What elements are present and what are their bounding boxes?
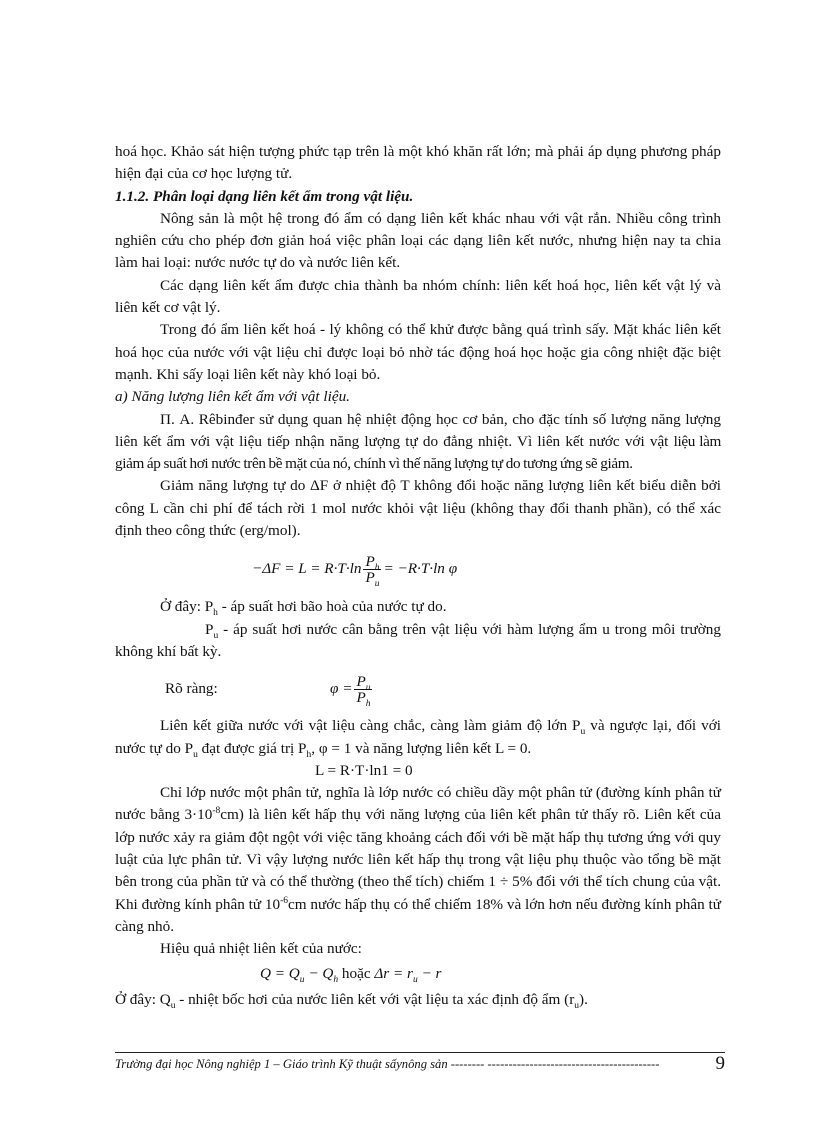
eq1-denominator: P <box>365 568 375 586</box>
eq2-denominator: P <box>356 688 366 706</box>
definition-ph-sub: h <box>213 608 218 619</box>
equation-free-energy <box>115 542 721 596</box>
paragraph-5-tail: liệu làm giảm áp suất hơi nước trên bề mặt của nó, chính vì thế năng lượng tự do tương ứng sẽ giảm. <box>115 432 722 473</box>
eq1-fraction <box>363 552 381 589</box>
p7-sub-2: u <box>193 749 198 760</box>
eq1-numerator-sub: h <box>374 562 380 573</box>
definition-ph-text: - áp suất hơi bão hoà của nước tự do. <box>217 598 447 616</box>
subheading-a: a) Năng lượng liên kết ẩm với vật liệu. <box>115 388 350 406</box>
eq1-denominator-sub: u <box>374 578 380 589</box>
p10-text-2: - nhiệt bốc hơi của nước liên kết với vật liệu ta xác định độ ẩm (r <box>175 990 575 1008</box>
eq2-fraction <box>354 672 372 709</box>
paragraph-4: Trong đó ẩm liên kết hoá - lý không có thể khử được bằng quá trình sấy. Mặt khác liên kết hoá học của nước với vật liệu chỉ được loại bỏ nhờ tác động hoá học hoặc gia công nhiệt đặc biệt mạnh. Khi sấy loại liên kết này khó loại bỏ. <box>115 321 721 383</box>
definition-pu-text: - áp suất hơi nước cân bằng trên vật liệu với hàm lượng ẩm u trong môi trường không khí bất kỳ. <box>115 620 721 660</box>
page-footer <box>115 1052 725 1074</box>
section-heading: 1.1.2. Phân loại dạng liên kết ẩm trong vật liệu. <box>115 187 414 205</box>
eq1-lhs: −ΔF = L = R·T·ln <box>252 560 362 578</box>
eq4-q-text: Q = Q <box>260 965 300 983</box>
p7-text-3: đạt được giá trị P <box>197 739 307 757</box>
definition-ph <box>115 596 721 618</box>
paragraph-9: Hiệu quả nhiệt liên kết của nước: <box>160 940 362 958</box>
page-body <box>115 141 721 1011</box>
eq4-q-mid: − Q <box>304 965 334 983</box>
p8-sup-2: -6 <box>280 895 289 906</box>
eq4-q <box>260 963 338 985</box>
eq4-r-sub: u <box>412 975 418 986</box>
p10-sub-2: u <box>574 1000 580 1011</box>
p7-sub-3: h <box>306 749 312 760</box>
p8-text-3: cm nước hấp thụ có thể chiếm 18% và lớn hơn nếu đường kính phân tử càng nhỏ. <box>115 895 721 935</box>
eq1-rhs: = −R·T·ln φ <box>383 560 458 578</box>
paragraph-6: Giảm năng lượng tự do ΔF ở nhiệt độ T không đổi hoặc năng lượng liên kết biểu diễn bởi công L cần chi phí để tách rời 1 mol nước khỏi vật liệu (không thay đổi thanh phần), có thể xác định theo công thức (erg/mol). <box>115 477 721 540</box>
p8-sup-1: -8 <box>212 806 221 817</box>
eq2-numerator: P <box>356 672 366 690</box>
eq2-numerator-sub: u <box>365 682 371 693</box>
eq2-label: Rõ ràng: <box>165 680 218 698</box>
paragraph-10 <box>115 989 721 1011</box>
paragraph-7 <box>115 715 721 760</box>
eq4-connector: hoặc <box>338 965 375 983</box>
eq4-q-sub-2: h <box>333 975 339 986</box>
paragraph-3: Các dạng liên kết ẩm được chia thành ba nhóm chính: liên kết hoá học, liên kết vật lý và liên kết cơ vật lý. <box>115 276 721 317</box>
p7-text-4: , φ = 1 và năng lượng liên kết L = 0. <box>311 739 532 757</box>
eq2-denominator-sub: h <box>365 698 371 709</box>
p8-text-1: Chỉ lớp nước một phân tử, nghĩa là lớp nước có chiều dầy một phân tử (đường kính phân tử nước bằng 3·10 <box>115 784 721 824</box>
paragraph-5-main: П. A. Rêbinđer sử dụng quan hệ nhiệt động học cơ bản, cho đặc tính số lượng năng lượng liên kết ẩm với vật liệu tiếp nhận năng lượng tự do đẳng nhiệt. Vì liên kết nước với vật <box>115 410 721 450</box>
p8-text-2: cm) là liên kết hấp thụ với năng lượng của liên kết phân tử thấy rõ. Liên kết của lớp nước xảy ra giảm đột ngột với việc tăng khoảng cách đối với bề mặt hấp thụ tương ứng với quy luật của lực phân tử. Vì vậy lượng nước liên kết hấp thụ trong vật liệu phụ thuộc vào tổng bề mặt bên trong của phần tử và có thể thường (theo thể tích) chiếm 1 ÷ 5% đối với thể tích chung của vật. Khi đường kính phân tử 10 <box>115 806 721 913</box>
paragraph-1: hoá học. Khảo sát hiện tượng phức tạp trên là một khó khăn rất lớn; mà phải áp dụng phương pháp hiện đại của cơ học lượng tử. <box>115 143 721 183</box>
definition-pu <box>115 619 721 664</box>
p10-sub-1: u <box>170 1000 176 1011</box>
eq4-q-sub-1: u <box>299 975 305 986</box>
equation-l-zero: L = R·T·ln1 = 0 <box>315 761 413 779</box>
eq1-numerator: P <box>365 552 375 570</box>
p10-text-1: Ở đây: Q <box>115 990 171 1008</box>
paragraph-8 <box>115 782 721 938</box>
definition-ph-prefix: Ở đây: P <box>160 598 214 616</box>
equation-phi <box>115 663 721 715</box>
definition-pu-prefix: P <box>205 620 214 638</box>
page-number: 9 <box>715 1053 725 1074</box>
p7-text-2: và ngược lại, đối với nước tự do P <box>115 717 721 757</box>
paragraph-2: Nông sản là một hệ trong đó ẩm có dạng liên kết khác nhau với vật rắn. Nhiều công trình nghiên cứu cho phép đơn giản hoá việc phân loại các dạng liên kết nước, nhưng hiện nay ta chia làm hai loại: nước nước tự do và nước liên kết. <box>115 209 721 272</box>
eq4-r <box>374 963 441 985</box>
p10-text-3: ). <box>579 990 588 1008</box>
equation-heat <box>115 961 721 989</box>
p7-sub-1: u <box>580 727 586 738</box>
paragraph-5 <box>115 409 721 476</box>
eq4-r-text: Δr = r <box>374 965 413 983</box>
eq4-r-end: − r <box>417 965 442 983</box>
definition-pu-sub: u <box>213 630 219 641</box>
footer-text: Trường đại học Nông nghiệp 1 – Giáo trình Kỹ thuật sấynông sản -------- ----------------------------------------- <box>115 1057 660 1071</box>
eq2-lhs: φ = <box>330 680 353 698</box>
p7-text-1: Liên kết giữa nước với vật liệu càng chắc, càng làm giảm độ lớn P <box>160 717 581 735</box>
